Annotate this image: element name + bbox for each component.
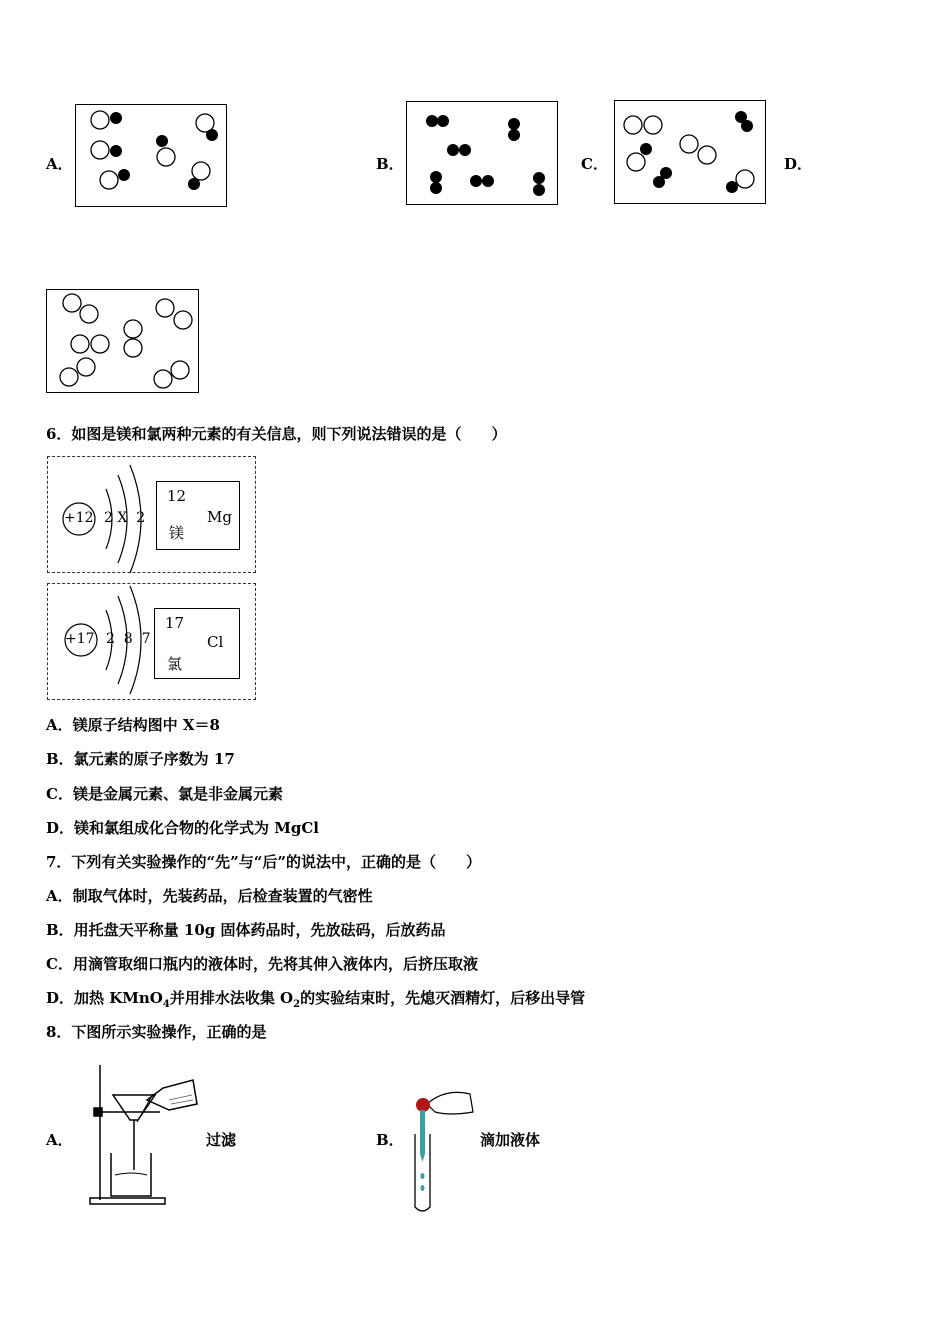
mg-name: 镁 xyxy=(169,524,185,542)
option-d-label: D． xyxy=(784,155,813,173)
magnesium-info-panel xyxy=(47,456,256,573)
q7-option-b: B．用托盘天平称量 10g 固体药品时，先放砝码，后放药品 xyxy=(46,921,446,939)
q6-option-c: C．镁是金属元素、氯是非金属元素 xyxy=(46,785,283,803)
particle-box-a xyxy=(75,104,227,207)
q7-option-d: D．加热 KMnO$_4$并用排水法收集 $O_2$的实验结束时，先熄灭酒精灯，后移出导管 xyxy=(46,989,586,1010)
question-6-stem: 6．如图是镁和氯两种元素的有关信息，则下列说法错误的是（ ） xyxy=(46,425,507,443)
cl-electron-shells: 2 8 7 xyxy=(106,631,151,647)
q8-caption-a: 过滤 xyxy=(206,1131,237,1149)
option-c-label: C． xyxy=(581,155,608,173)
q8-option-a-label: A． xyxy=(46,1131,73,1149)
cl-symbol: Cl xyxy=(207,633,224,651)
q6-option-b: B．氯元素的原子序数为 17 xyxy=(46,750,235,768)
mg-atomic-number: 12 xyxy=(167,487,187,505)
particle-diagram-d xyxy=(47,290,198,392)
particle-box-b xyxy=(406,101,558,205)
option-b-label: B． xyxy=(376,155,404,173)
q8-option-b-label: B． xyxy=(376,1131,404,1149)
q7-option-a: A．制取气体时，先装药品，后检查装置的气密性 xyxy=(46,887,373,905)
particle-box-c xyxy=(614,100,766,204)
q6-option-d: D．镁和氯组成化合物的化学式为 MgCl xyxy=(46,819,319,837)
question-7-stem: 7．下列有关实验操作的“先”与“后”的说法中，正确的是（ ） xyxy=(46,853,481,871)
q7-option-c: C．用滴管取细口瓶内的液体时，先将其伸入液体内，后挤压取液 xyxy=(46,955,478,973)
cl-nucleus-charge: +17 xyxy=(65,631,95,647)
mg-electron-shells: 2 X 2 xyxy=(104,510,146,526)
cl-name: 氯 xyxy=(167,655,183,673)
question-8-stem: 8．下图所示实验操作，正确的是 xyxy=(46,1023,267,1041)
mg-element-card xyxy=(156,481,240,550)
q6-option-a: A．镁原子结构图中 X＝8 xyxy=(46,716,220,734)
particle-box-d xyxy=(46,289,199,393)
mg-nucleus-charge: +12 xyxy=(64,510,94,526)
filtration-apparatus-image xyxy=(85,1060,205,1210)
particle-diagram-b xyxy=(407,102,557,204)
q8-caption-b: 滴加液体 xyxy=(480,1131,541,1149)
cl-element-card xyxy=(154,608,240,679)
particle-diagram-c xyxy=(615,101,765,203)
dropper-test-tube-image xyxy=(405,1082,480,1217)
particle-diagram-a xyxy=(76,105,226,206)
mg-symbol: Mg xyxy=(207,508,232,526)
option-a-label: A． xyxy=(46,155,73,173)
chlorine-info-panel xyxy=(47,583,256,700)
cl-atomic-number: 17 xyxy=(165,614,185,632)
